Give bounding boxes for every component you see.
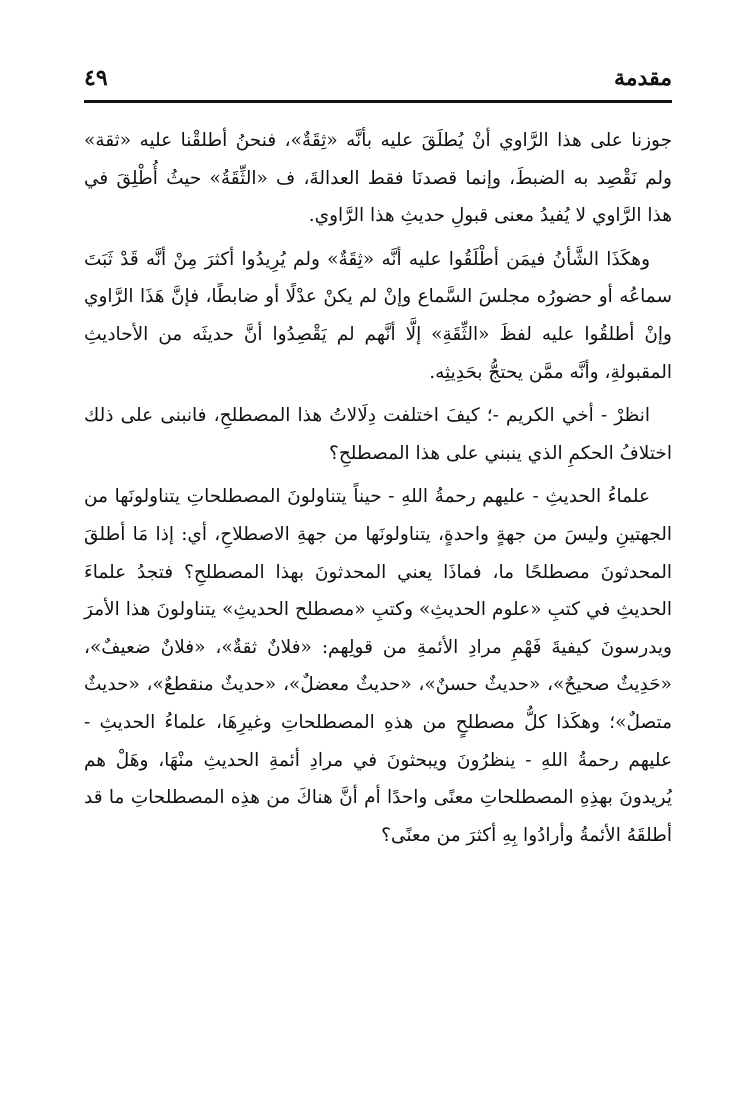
paragraph-3: انظرْ - أخي الكريم -؛ كيفَ اختلفت دِلَالاتُ هذا المصطلحِ، فانبنى على ذلك اختلافُ الحكمِ الذي ينبني على هذا المصطلحِ؟ <box>84 405 672 464</box>
paragraph-2: وهكَذَا الشَّأنُ فيمَن أطْلَقُوا عليه أنَّه «ثِقَةٌ» ولم يُرِيدُوا أكثرَ مِنْ أنَّه قَدْ ثَبَتَ سماعُه أو حضورُه مجلسَ السَّماع وإنْ لم يكنْ عدْلًا أو ضابطًا، فإنَّ هَذَا الرَّاوي وإنْ أطلقُوا عليه لفظَ «الثِّقَةِ» إلَّا أنَّهم لم يَقْصِدُوا أنَّ حديثَه من الأحاديثِ المقبولةِ، وأنَّه ممَّن يحتجُّ بحَدِيثِه. <box>84 248 672 383</box>
running-header <box>84 58 672 98</box>
running-title: مقدمة <box>613 65 672 91</box>
page-number: ٤٩ <box>84 65 108 91</box>
header-rule <box>84 100 672 103</box>
page-body <box>84 122 672 860</box>
paragraph-4: علماءُ الحديثِ - عليهم رحمةُ اللهِ - حيناً يتناولونَ المصطلحاتِ يتناولونَها من الجهتينِ وليسَ من جهةٍ واحدةٍ، يتناولونَها من جهةِ الاصطلاحِ، أي: إذا مَا أطلقَ المحدثونَ مصطلحًا ما، فماذَا يعني المحدثونَ بهذا المصطلحِ؟ فتجدُ علماءَ الحديثِ في كتبِ «علوم الحديثِ» وكتبِ «مصطلح الحديثِ» يتناولونَ هذا الأمرَ ويدرسونَ كيفيةَ فَهْمِ مرادِ الأئمةِ من قولِهم: «فلانٌ ثقةٌ»، «فلانٌ ضعيفٌ»، «حَدِيثٌ صحيحٌ»، «حديثٌ حسنٌ»، «حديثٌ معضلٌ»، «حديثٌ منقطعٌ»، «حديثٌ متصلٌ»؛ وهكَذا كلُّ مصطلحٍ من هذهِ المصطلحاتِ وغيرِهَا، علماءُ الحديثِ - عليهم رحمةُ اللهِ - ينظرُونَ ويبحثونَ في مرادِ أئمةِ الحديثِ منْهَا، وهَلْ هم يُريدونَ بهذِهِ المصطلحاتِ معنًى واحدًا أم أنَّ هناكَ من هذِه المصطلحاتِ ما قد أطلقَهُ الأئمةُ وأرادُوا بِهِ أكثرَ من معنًى؟ <box>84 486 672 846</box>
paragraph-1: جوزنا على هذا الرَّاوي أنْ يُطلَقَ عليه بأنَّه «ثِقَةٌ»، فنحنُ أطلقْنا عليه «ثقة» ولم نَقْصِد به الضبطَ، وإنما قصدنَا فقط العدالةَ، ف «الثِّقَةُ» حيثُ أُطْلِقَ في هذا الرَّاوي لا يُفيدُ معنى قبولِ حديثِ هذا الرَّاوي. <box>84 130 672 227</box>
